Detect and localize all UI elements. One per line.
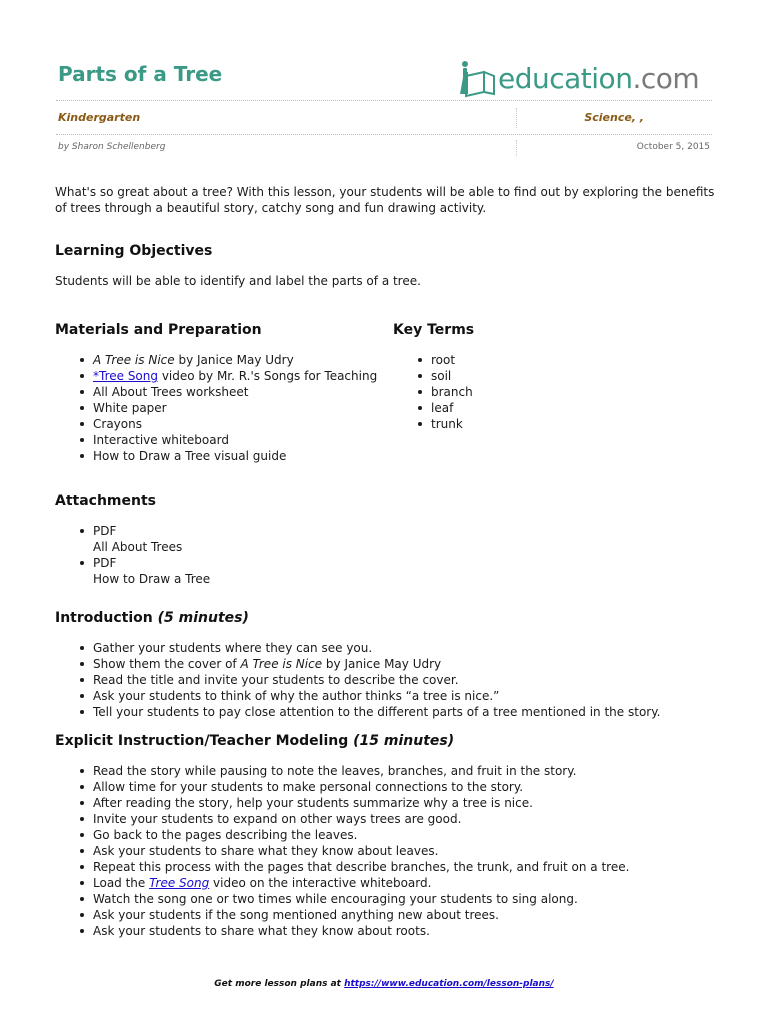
- publish-date: October 5, 2015: [636, 142, 710, 152]
- list-item: [55, 875, 735, 891]
- item-text: video on the interactive whiteboard.: [209, 876, 432, 890]
- list-item: White paper: [55, 400, 385, 416]
- intro-paragraph: What's so great about a tree? With this lesson, your students will be able to find out by exploring the benefits of trees through a beautiful story, catchy song and fun drawing activity.: [55, 185, 715, 215]
- list-item: Ask your students to share what they know about roots.: [55, 923, 735, 939]
- key-term-item: branch: [393, 384, 693, 400]
- list-item: Interactive whiteboard: [55, 432, 385, 448]
- attachment-type: PDF: [93, 556, 117, 570]
- logo-dotcom-text: .com: [632, 61, 700, 95]
- instruction-steps: [55, 763, 735, 939]
- duration-label: (15 minutes): [353, 733, 455, 749]
- heading-text: Explicit Instruction/Teacher Modeling: [55, 733, 349, 749]
- learning-objectives-section: [55, 243, 715, 289]
- list-item: Crayons: [55, 416, 385, 432]
- list-item: [55, 368, 385, 384]
- list-item: Invite your students to expand on other ways trees are good.: [55, 811, 735, 827]
- header-column-divider: [516, 108, 517, 128]
- key-term-item: trunk: [393, 416, 693, 432]
- list-item: Watch the song one or two times while encouraging your students to sing along.: [55, 891, 735, 907]
- list-item: Ask your students if the song mentioned anything new about trees.: [55, 907, 735, 923]
- key-term-item: root: [393, 352, 693, 368]
- attachment-name[interactable]: How to Draw a Tree: [93, 572, 211, 586]
- list-item: [55, 352, 385, 368]
- list-item: Repeat this process with the pages that describe branches, the trunk, and fruit on a tree.: [55, 859, 735, 875]
- meta-column-divider: [516, 140, 517, 156]
- list-item: Read the title and invite your students to describe the cover.: [55, 672, 735, 688]
- section-heading: Attachments: [55, 493, 157, 509]
- subject-label: Science, ,: [584, 111, 644, 124]
- attachments-section: [55, 493, 715, 587]
- item-text: by Janice May Udry: [322, 657, 442, 671]
- item-text: Show them the cover of: [93, 657, 241, 671]
- tree-song-link[interactable]: *Tree Song: [93, 369, 158, 383]
- book-reader-icon: [456, 58, 498, 98]
- duration-label: (5 minutes): [157, 610, 249, 626]
- item-text: Load the: [93, 876, 150, 890]
- lesson-plans-link[interactable]: https://www.education.com/lesson-plans/: [344, 979, 554, 989]
- list-item: [55, 656, 735, 672]
- education-logo[interactable]: [456, 58, 699, 98]
- footer-text: Get more lesson plans at: [214, 979, 345, 989]
- logo-wordmark: [498, 62, 699, 95]
- attachment-name[interactable]: All About Trees: [93, 540, 183, 554]
- item-text: by Janice May Udry: [174, 353, 294, 367]
- explicit-instruction-section: [55, 733, 735, 939]
- grade-level: Kindergarten: [58, 111, 141, 124]
- list-item: All About Trees worksheet: [55, 384, 385, 400]
- list-item: Ask your students to share what they know about leaves.: [55, 843, 735, 859]
- section-heading: [55, 733, 735, 749]
- heading-text: Introduction: [55, 610, 153, 626]
- section-heading: Key Terms: [393, 322, 475, 338]
- meta-divider: [56, 134, 712, 135]
- attachments-list: [55, 523, 715, 587]
- key-terms-section: [393, 322, 693, 432]
- introduction-steps: [55, 640, 735, 720]
- page-title: Parts of a Tree: [58, 62, 223, 86]
- section-heading: [55, 610, 735, 626]
- materials-section: [55, 322, 385, 464]
- introduction-section: [55, 610, 735, 720]
- header-divider: [56, 100, 712, 101]
- attachment-item[interactable]: [55, 523, 715, 555]
- book-title: A Tree is Nice: [93, 353, 175, 367]
- key-terms-list: [393, 352, 693, 432]
- tree-song-link[interactable]: Tree Song: [149, 876, 210, 890]
- key-term-item: leaf: [393, 400, 693, 416]
- list-item: After reading the story, help your students summarize why a tree is nice.: [55, 795, 735, 811]
- materials-list: [55, 352, 385, 464]
- author-byline: by Sharon Schellenberg: [58, 142, 166, 152]
- list-item: How to Draw a Tree visual guide: [55, 448, 385, 464]
- section-heading: Materials and Preparation: [55, 322, 262, 338]
- list-item: Read the story while pausing to note the leaves, branches, and fruit in the story.: [55, 763, 735, 779]
- list-item: Tell your students to pay close attention to the different parts of a tree mentioned in the story.: [55, 704, 735, 720]
- attachment-type: PDF: [93, 524, 117, 538]
- list-item: Ask your students to think of why the author thinks “a tree is nice.”: [55, 688, 735, 704]
- page-footer: [0, 979, 768, 989]
- attachment-item[interactable]: [55, 555, 715, 587]
- logo-main-text: education: [498, 61, 633, 95]
- list-item: Go back to the pages describing the leaves.: [55, 827, 735, 843]
- list-item: Allow time for your students to make personal connections to the story.: [55, 779, 735, 795]
- key-term-item: soil: [393, 368, 693, 384]
- objective-text: Students will be able to identify and label the parts of a tree.: [55, 274, 421, 288]
- book-title: A Tree is Nice: [240, 657, 323, 671]
- list-item: Gather your students where they can see you.: [55, 640, 735, 656]
- item-text: video by Mr. R.'s Songs for Teaching: [158, 369, 378, 383]
- section-heading: Learning Objectives: [55, 243, 213, 259]
